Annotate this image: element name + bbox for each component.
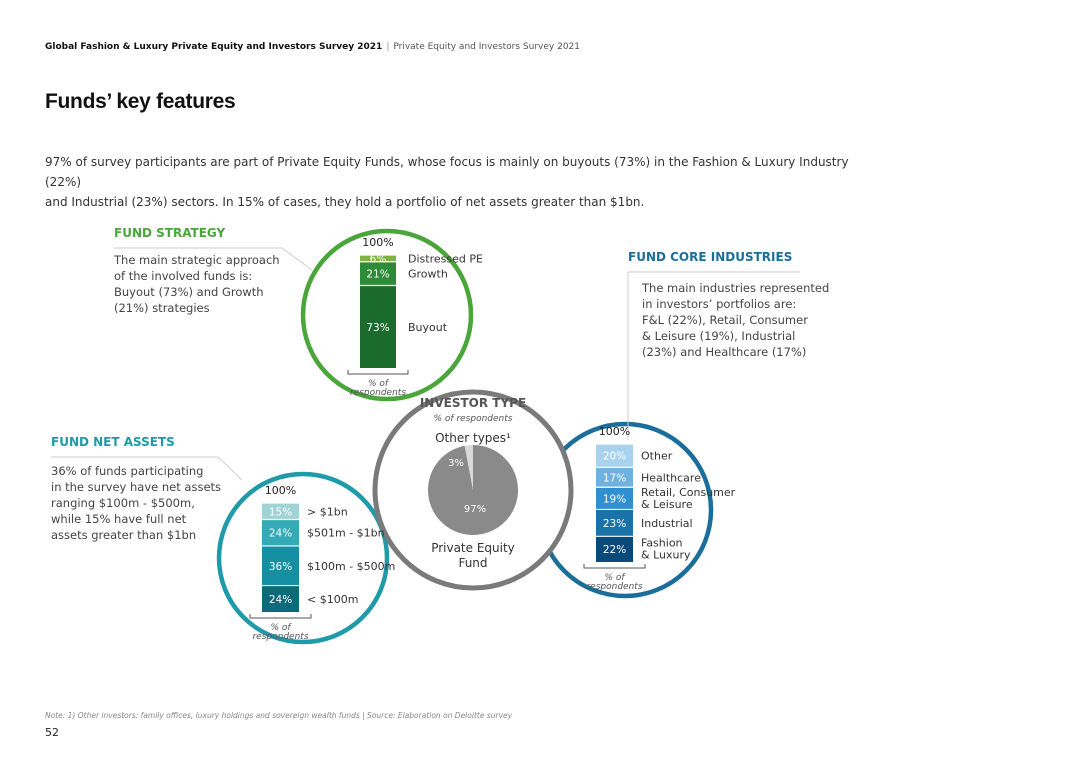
category-label: Industrial — [641, 516, 693, 530]
section-description: The main strategic approach — [114, 253, 280, 267]
category-label: Fashion — [641, 536, 683, 550]
data-label: 36% — [268, 560, 293, 573]
section-title: FUND CORE INDUSTRIES — [628, 250, 793, 264]
section-title: FUND STRATEGY — [114, 226, 226, 240]
axis-bracket — [584, 564, 645, 568]
section-description: assets greater than $1bn — [51, 528, 197, 542]
footnote: Note: 1) Other investors: family offices, luxury holdings and sovereign wealth funds | Source: Elaboration on Deloitte survey — [45, 711, 513, 720]
data-label: 15% — [268, 506, 293, 519]
section-description: of the involved funds is: — [114, 269, 253, 283]
category-label: Fund — [458, 556, 488, 570]
page-number: 52 — [45, 726, 59, 739]
investor-type-chart — [420, 396, 526, 570]
axis-unit-label: % of — [270, 623, 291, 633]
total-label: 100% — [598, 425, 631, 438]
data-label: 22% — [602, 544, 627, 557]
section-description: in the survey have net assets — [51, 480, 222, 494]
section-description: The main industries represented — [642, 281, 830, 295]
category-label: Growth — [408, 267, 448, 281]
chart-subtitle: % of respondents — [433, 414, 513, 424]
category-label: < $100m — [307, 592, 359, 606]
axis-unit-label: % of — [604, 573, 625, 583]
header-separator: | — [386, 42, 390, 52]
section-description: in investors’ portfolios are: — [642, 297, 797, 311]
pie-slice — [428, 445, 518, 535]
category-label: Healthcare — [641, 471, 701, 485]
category-label: Retail, Consumer — [641, 485, 736, 499]
data-label: 20% — [602, 450, 627, 463]
category-label: Private Equity — [431, 541, 515, 555]
data-label: 97% — [463, 504, 487, 515]
fund-net-assets-chart — [250, 484, 395, 642]
axis-bracket — [250, 614, 311, 618]
section-description: F&L (22%), Retail, Consumer — [642, 313, 808, 327]
data-label: 3% — [448, 458, 464, 469]
section-description: (21%) strategies — [114, 301, 210, 315]
data-label: 23% — [602, 517, 627, 530]
section-description: & Leisure (19%), Industrial — [642, 329, 796, 343]
section-description: Buyout (73%) and Growth — [114, 285, 264, 299]
section-description: (23%) and Healthcare (17%) — [642, 345, 807, 359]
category-label: Other — [641, 449, 673, 463]
axis-unit-label: respondents — [349, 388, 407, 398]
data-label: 17% — [602, 472, 627, 485]
axis-bracket — [348, 370, 408, 374]
assets-ring — [219, 474, 387, 642]
category-label: Distressed PE — [408, 252, 483, 266]
category-label: > $1bn — [307, 505, 348, 519]
section-description: while 15% have full net — [51, 512, 187, 526]
section-title: INVESTOR TYPE — [419, 396, 527, 410]
section-description: ranging $100m - $500m, — [51, 496, 195, 510]
section-description: 36% of funds participating — [51, 464, 204, 478]
data-label: 19% — [602, 493, 627, 506]
fund-strategy-chart — [348, 236, 483, 398]
intro-line: and Industrial (23%) sectors. In 15% of cases, they hold a portfolio of net assets greater than $1bn. — [45, 195, 645, 209]
axis-unit-label: % of — [367, 379, 389, 389]
total-label: 100% — [264, 484, 297, 497]
total-label: 100% — [362, 236, 394, 249]
category-label: $501m - $1bn — [307, 526, 385, 540]
data-label: 73% — [366, 321, 390, 334]
axis-unit-label: respondents — [252, 632, 309, 642]
page-title: Funds’ key features — [45, 90, 236, 113]
data-label: 24% — [268, 527, 293, 540]
report-subtitle: Private Equity and Investors Survey 2021 — [393, 42, 580, 52]
data-label: 6% — [369, 253, 387, 266]
category-label: $100m - $500m — [307, 559, 396, 573]
data-label: 21% — [366, 268, 390, 281]
category-label: & Leisure — [641, 497, 693, 511]
axis-unit-label: respondents — [586, 582, 643, 592]
section-title: FUND NET ASSETS — [51, 435, 175, 449]
intro-line: 97% of survey participants are part of Private Equity Funds, whose focus is mainly on buyouts (73%) in the Fashion & Luxury Industry (22%) — [45, 155, 849, 189]
data-label: 24% — [268, 593, 293, 606]
category-label: Buyout — [408, 320, 448, 334]
category-label: Other types¹ — [435, 431, 511, 445]
report-title: Global Fashion & Luxury Private Equity and Investors Survey 2021 — [45, 42, 383, 52]
category-label: & Luxury — [641, 548, 691, 562]
